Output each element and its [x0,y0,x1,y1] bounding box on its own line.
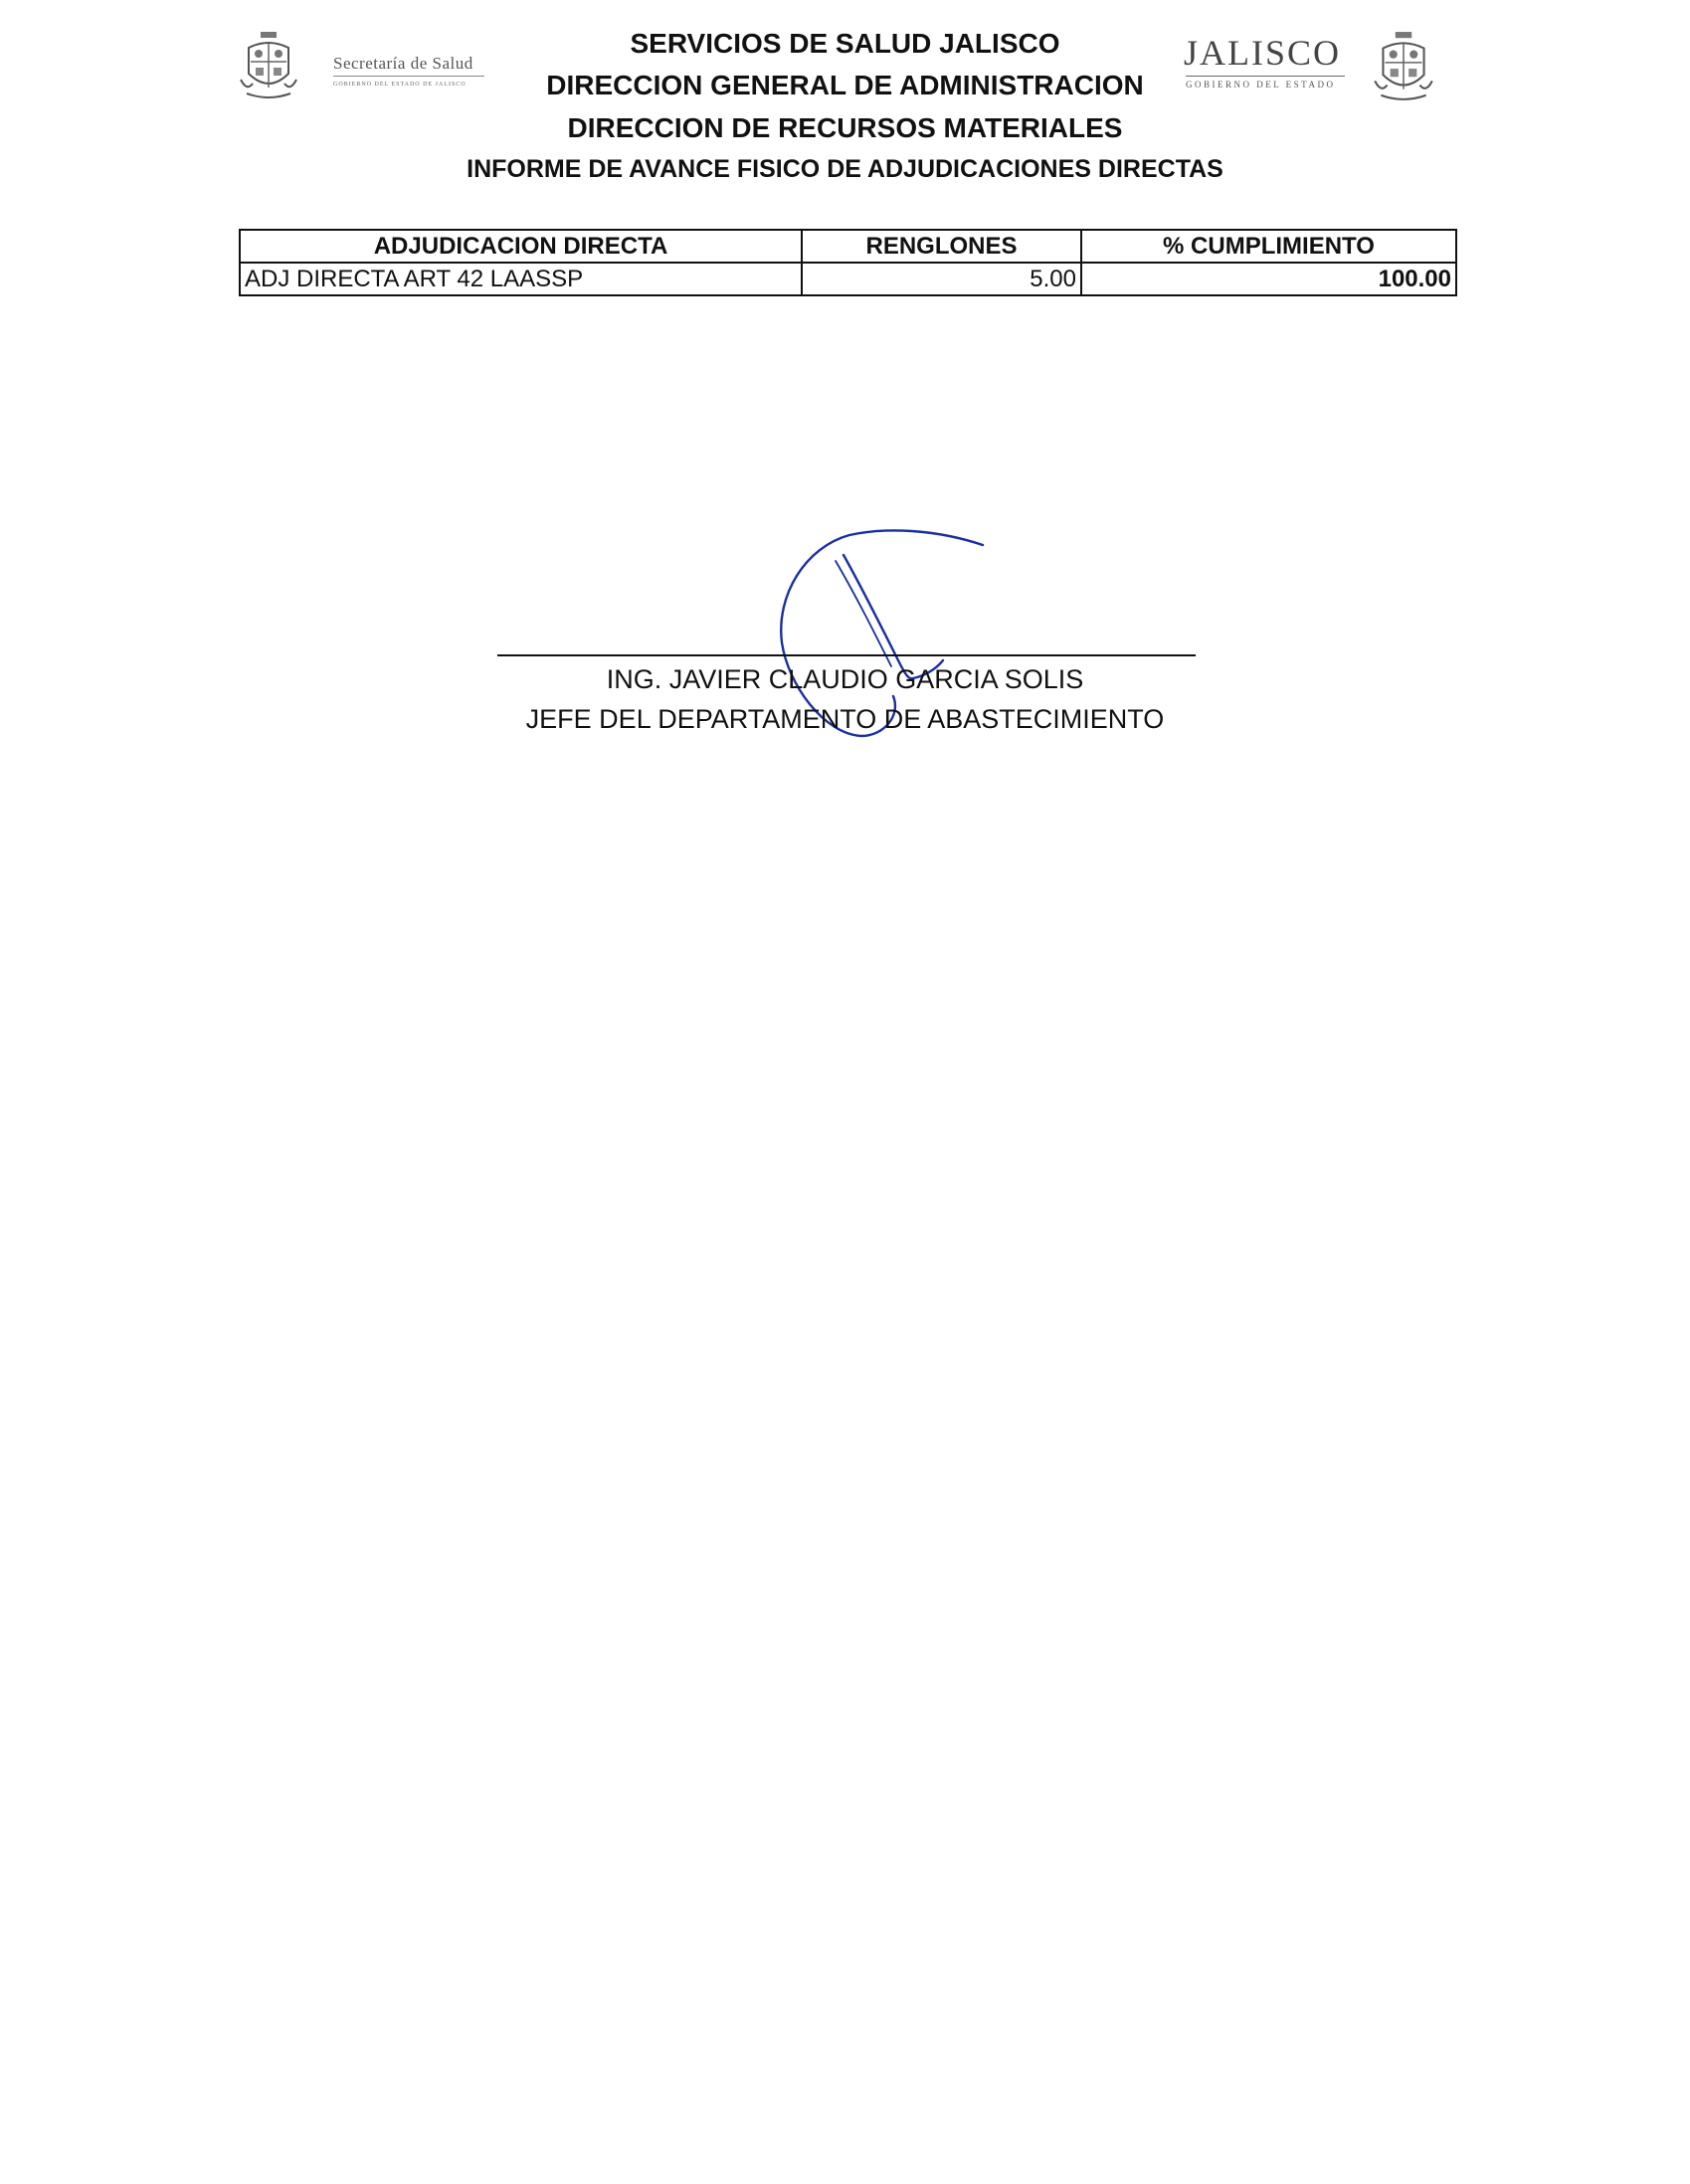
header-renglones: RENGLONES [802,230,1081,263]
cell-cumplimiento: 100.00 [1081,263,1456,295]
cell-adjudicacion: ADJ DIRECTA ART 42 LAASSP [240,263,802,295]
jalisco-logo-text: JALISCO [1184,33,1342,73]
signer-name: ING. JAVIER CLAUDIO GARCIA SOLIS [606,664,1084,694]
table-row [240,263,1456,295]
table-header-row [240,230,1456,263]
left-logo-subtext: GOBIERNO DEL ESTADO DE JALISCO [333,82,467,88]
signature-line [497,654,1196,656]
header-adjudicacion: ADJUDICACION DIRECTA [240,230,802,263]
left-logo-text: Secretaría de Salud [333,54,473,73]
right-logo-rule [1186,76,1345,77]
title-organization: SERVICIOS DE SALUD JALISCO [630,28,1060,59]
title-report: INFORME DE AVANCE FISICO DE ADJUDICACIONES DIRECTAS [467,155,1223,183]
cell-renglones: 5.00 [802,263,1081,295]
jalisco-logo [1184,28,1442,103]
state-crest-icon [1373,30,1434,103]
title-direction-general: DIRECCION GENERAL DE ADMINISTRACION [546,70,1144,100]
signer-title: JEFE DEL DEPARTAMENTO DE ABASTECIMIENTO [525,704,1165,734]
adjudication-table [239,229,1457,296]
jalisco-logo-subtext: GOBIERNO DEL ESTADO [1186,80,1336,90]
title-direction-materials: DIRECCION DE RECURSOS MATERIALES [567,112,1123,143]
header-cumplimiento: % CUMPLIMIENTO [1081,230,1456,263]
